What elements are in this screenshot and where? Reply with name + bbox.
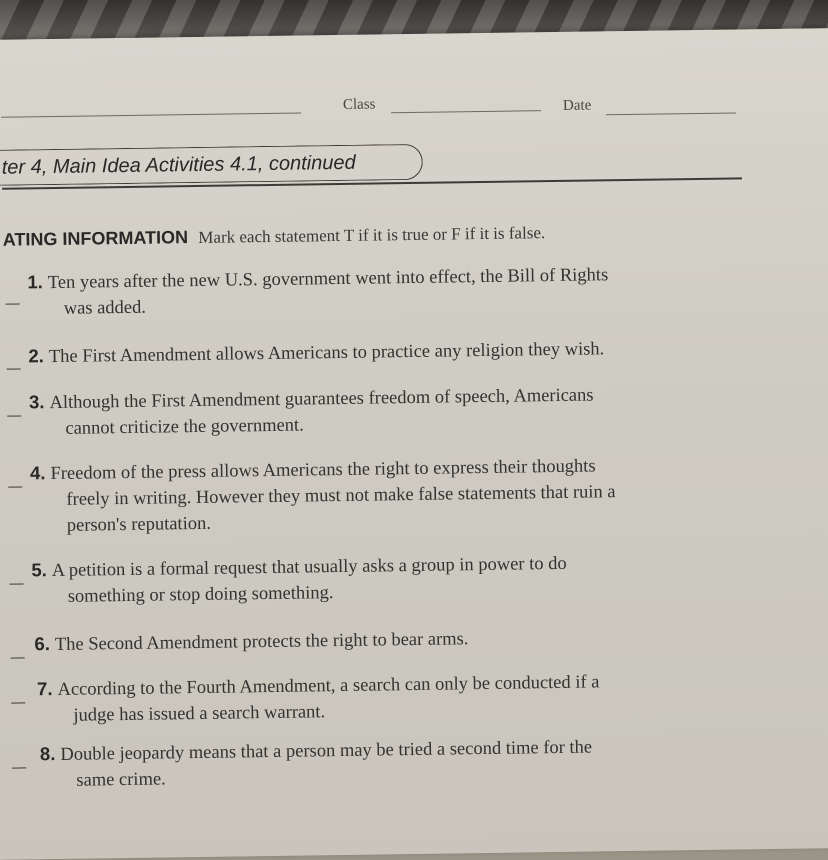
section-heading: ATING INFORMATION	[2, 227, 189, 250]
list-item: 7. According to the Fourth Amendment, a search can only be conducted if a judge has issued a search warrant.	[36, 672, 600, 726]
list-item: 2. The First Amendment allows Americans to practice any religion they wish.	[28, 339, 605, 368]
chapter-title: ter 4, Main Idea Activities 4.1, continued	[1, 151, 356, 179]
class-line	[391, 110, 541, 113]
answer-blank[interactable]	[11, 702, 25, 703]
answer-blank[interactable]	[7, 368, 21, 369]
list-item: 1. Ten years after the new U.S. government went into effect, the Bill of Rights was added.	[27, 265, 609, 319]
answer-blank[interactable]	[12, 767, 26, 768]
answer-blank[interactable]	[10, 583, 24, 584]
date-label: Date	[562, 97, 592, 114]
answer-blank[interactable]	[11, 657, 25, 658]
list-item: 3. Although the First Amendment guarantees freedom of speech, Americans cannot criticize the government.	[28, 385, 594, 439]
list-item: 8. Double jeopardy means that a person may be tried a second time for the same crime.	[39, 737, 593, 791]
list-item: 6. The Second Amendment protects the right to bear arms.	[34, 629, 469, 656]
date-line	[606, 112, 736, 115]
answer-blank[interactable]	[7, 415, 21, 416]
worksheet-page	[0, 28, 828, 860]
list-item: 5. A petition is a formal request that usually asks a group in power to do something or stop doing something.	[31, 553, 567, 607]
list-item: 4. Freedom of the press allows Americans the right to express their thoughts freely in writing. However they must not make false statements that ruin a person's reputation.	[29, 456, 616, 536]
answer-blank[interactable]	[6, 303, 20, 304]
name-line	[1, 113, 301, 118]
class-label: Class	[342, 96, 376, 113]
answer-blank[interactable]	[8, 486, 22, 487]
instructions-text: Mark each statement T if it is true or F if it is false.	[198, 223, 546, 247]
instructions	[3, 219, 783, 251]
